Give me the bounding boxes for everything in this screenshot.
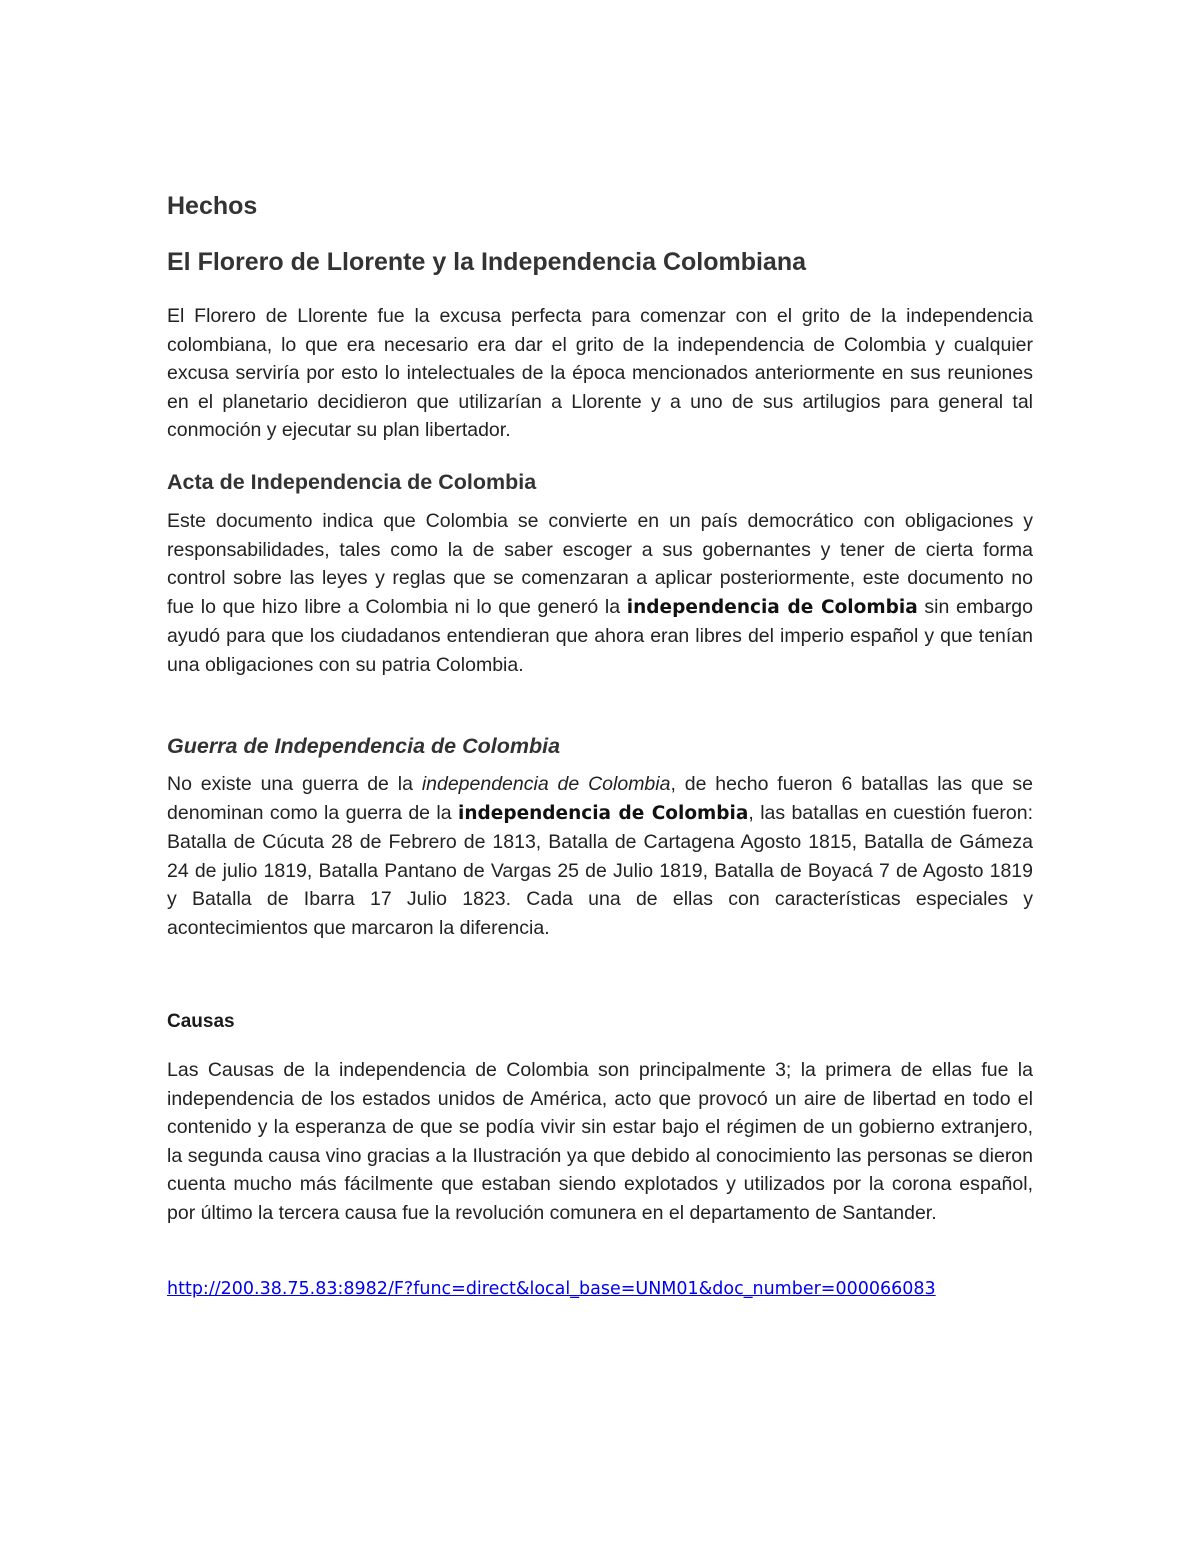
acta-bold-text: independencia de Colombia xyxy=(626,596,918,618)
guerra-text-1: No existe una guerra de la xyxy=(167,773,422,795)
acta-text-before: Este documento indica que Colombia se convierte en un país democrático con obligaciones y responsabilidades, tales como la de saber escoger a sus gobernantes y tener de cierta forma control sobre las leyes y reglas que se comenzaran a aplicar posteriormente, este documento no fue lo que hizo libre a Colombia ni lo que generó la xyxy=(167,510,1033,618)
guerra-paragraph xyxy=(167,770,1033,943)
guerra-heading: Guerra de Independencia de Colombia xyxy=(167,734,561,758)
guerra-bold-text: independencia de Colombia xyxy=(458,802,749,824)
source-link[interactable]: http://200.38.75.83:8982/F?func=direct&local_base=UNM01&doc_number=000066083 xyxy=(167,1279,936,1299)
guerra-italic-text: independencia de Colombia xyxy=(421,773,671,795)
guerra-text-2: , de hecho fueron 6 batallas las que se denominan como la guerra de la xyxy=(167,773,1033,824)
guerra-text-3: , las batallas en cuestión fueron: Batalla de Cúcuta 28 de Febrero de 1813, Batalla de Cartagena Agosto 1815, Batalla de Gámeza 24 de julio 1819, Batalla Pantano de Vargas 25 de Julio 1819, Batalla de Boyacá 7 de Agosto 1819 y Batalla de Ibarra 17 Julio 1823. Cada una de ellas con características especiales y acontecimientos que marcaron la diferencia. xyxy=(167,801,1033,939)
acta-heading: Acta de Independencia de Colombia xyxy=(167,470,537,494)
acta-paragraph xyxy=(167,507,1033,680)
page-title: Hechos xyxy=(167,192,258,220)
causas-paragraph: Las Causas de la independencia de Colombia son principalmente 3; la primera de ellas fue la independencia de los estados unidos de América, acto que provocó un aire de libertad en todo el contenido y la esperanza de que se podía vivir sin estar bajo el régimen de un gobierno extranjero, la segunda causa vino gracias a la Ilustración ya que debido al conocimiento las personas se dieron cuenta mucho más fácilmente que estaban siendo explotados y utilizados por la corona español, por último la tercera causa fue la revolución comunera en el departamento de Santander. xyxy=(167,1059,1033,1224)
acta-text-after: sin embargo ayudó para que los ciudadanos entendieran que ahora eran libres del imperio español y que tenían una obligaciones con su patria Colombia. xyxy=(167,595,1033,676)
intro-paragraph: El Florero de Llorente fue la excusa perfecta para comenzar con el grito de la independencia colombiana, lo que era necesario era dar el grito de la independencia de Colombia y cualquier excusa serviría por esto lo intelectuales de la época mencionados anteriormente en sus reuniones en el planetario decidieron que utilizarían a Llorente y a uno de sus artilugios para general tal conmoción y ejecutar su plan libertador. xyxy=(167,305,1033,442)
page-subtitle: El Florero de Llorente y la Independencia Colombiana xyxy=(167,248,807,276)
causas-heading: Causas xyxy=(167,1011,235,1032)
